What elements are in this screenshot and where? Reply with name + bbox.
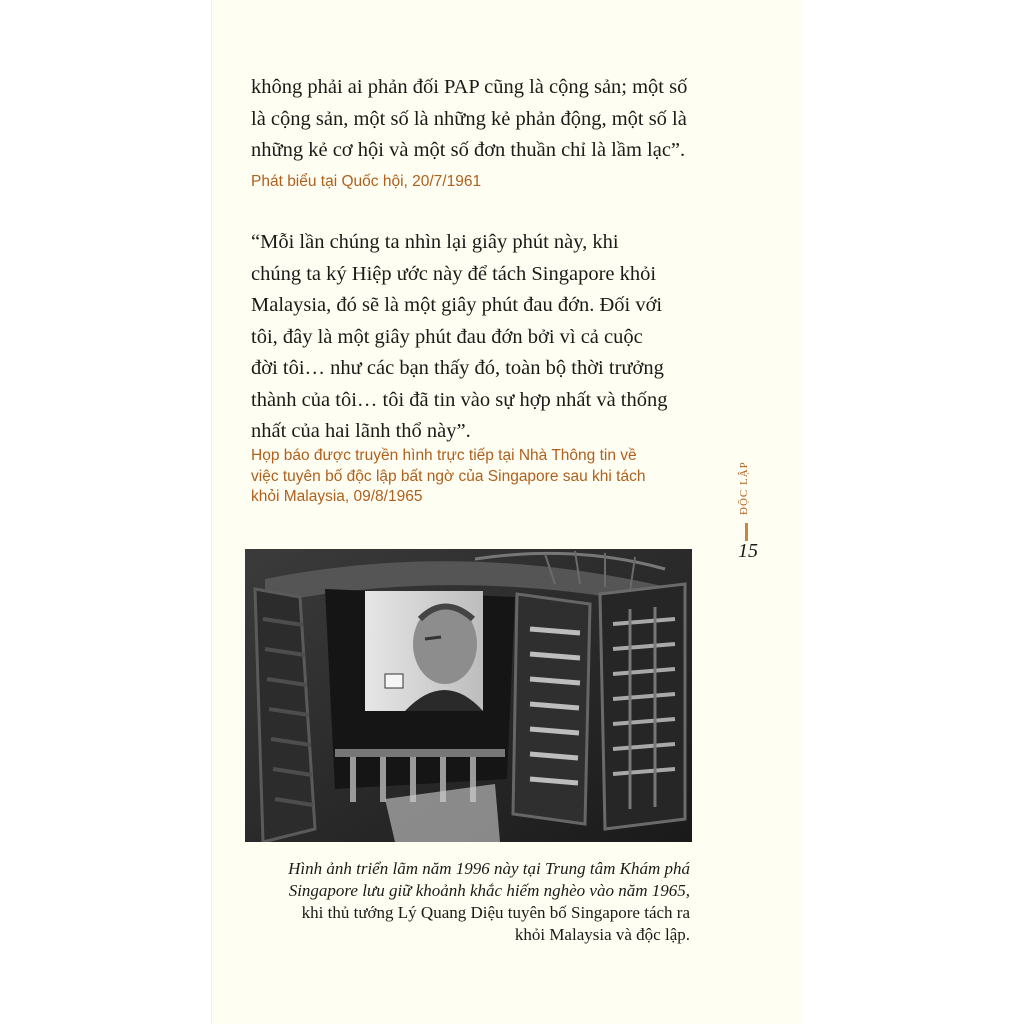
quote-block-1 (251, 72, 699, 167)
source-line: Họp báo được truyền hình trực tiếp tại Nhà Thông tin về (251, 447, 637, 464)
quote-source-1: Phát biểu tại Quốc hội, 20/7/1961 (251, 173, 482, 190)
exhibition-photo (245, 549, 692, 842)
quote-line: không phải ai phản đối PAP cũng là cộng sản; một số (251, 76, 688, 98)
section-divider (745, 523, 748, 541)
quote-line: chúng ta ký Hiệp ước này để tách Singapore khỏi (251, 262, 657, 285)
quote-line: Malaysia, đó sẽ là một giây phút đau đớn. Đối với (251, 294, 663, 316)
quote-source-2 (251, 446, 701, 508)
quote-line: thành của tôi… tôi đã tin vào sự hợp nhất và thống (251, 388, 668, 411)
caption-line: Hình ảnh triển lãm năm 1996 này tại Trung tâm Khám phá (288, 859, 690, 878)
quote-line: tôi, đây là một giây phút đau đớn bởi vì cả cuộc (251, 325, 643, 348)
section-label: ĐỘC LẬP (738, 461, 750, 515)
quote-line: những kẻ cơ hội và một số đơn thuần chỉ là lầm lạc”. (251, 139, 686, 161)
caption-line: Singapore lưu giữ khoảnh khắc hiếm nghèo vào năm 1965, (288, 881, 690, 900)
caption-line: khỏi Malaysia và độc lập. (514, 925, 690, 944)
source-line: việc tuyên bố độc lập bất ngờ của Singapore sau khi tách (251, 467, 646, 485)
quote-block-2 (251, 227, 699, 448)
quote-line: đời tôi… như các bạn thấy đó, toàn bộ thời trưởng (251, 357, 664, 379)
quote-line: “Mỗi lần chúng ta nhìn lại giây phút này, khi (251, 231, 619, 253)
page-number: 15 (738, 540, 758, 562)
photo-caption (248, 858, 690, 946)
quote-line: nhất của hai lãnh thổ này”. (251, 420, 471, 442)
source-line: khỏi Malaysia, 09/8/1965 (251, 488, 423, 505)
quote-line: là cộng sản, một số là những kẻ phản động, một số là (251, 107, 687, 130)
caption-line: khi thủ tướng Lý Quang Diệu tuyên bố Singapore tách ra (301, 903, 690, 922)
